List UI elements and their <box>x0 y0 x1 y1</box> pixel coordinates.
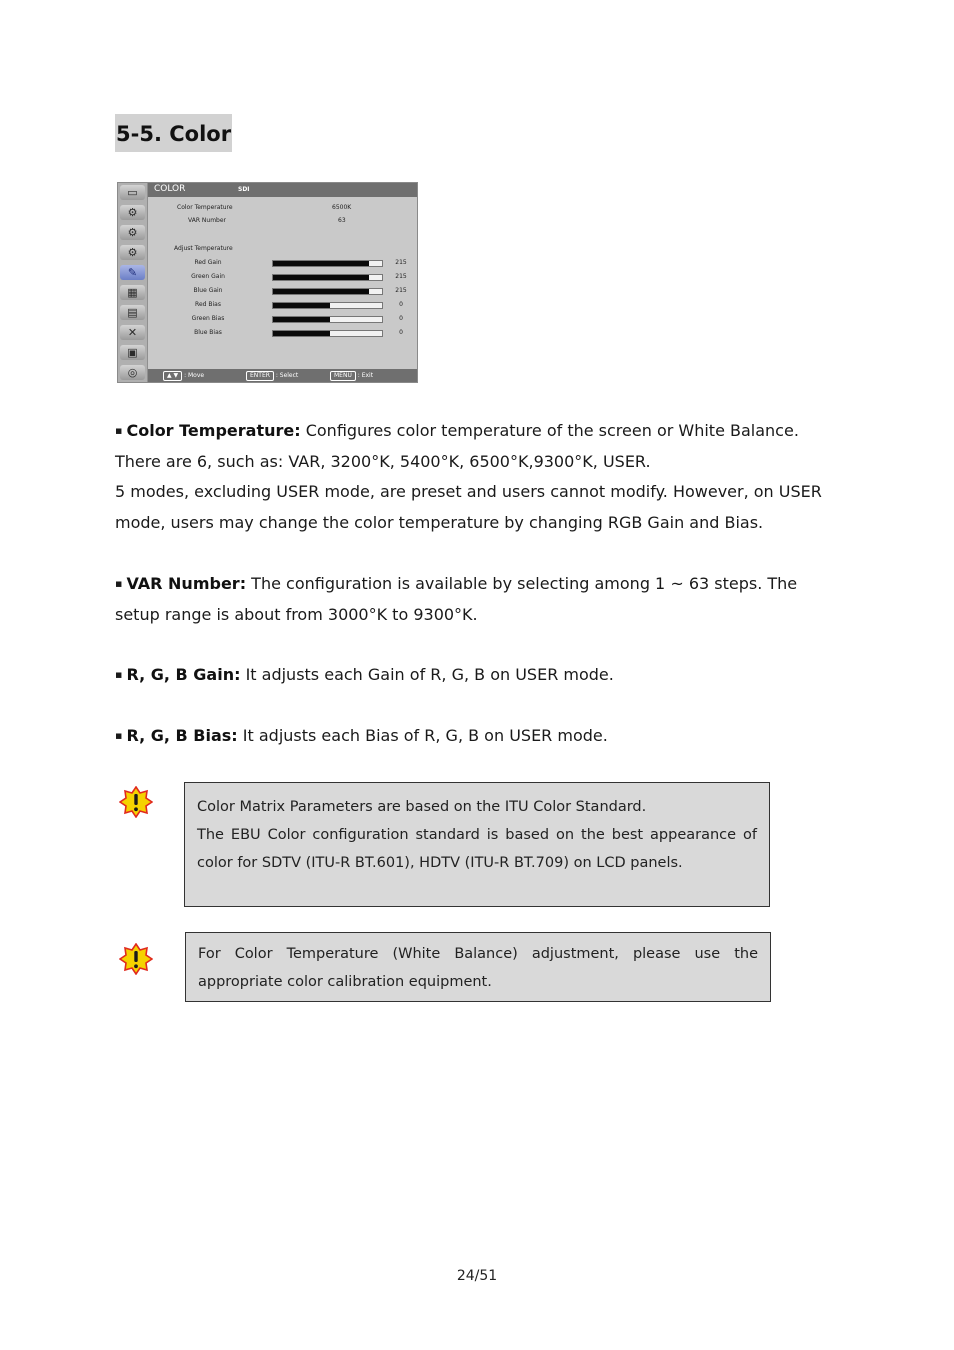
term-color-temperature: Color Temperature: <box>126 421 301 440</box>
osd-level-bar <box>272 316 383 323</box>
osd-title: COLOR <box>154 184 186 194</box>
description-text: setup range is about from 3000°K to 9300°K. <box>115 604 478 624</box>
term-rgb-bias: R, G, B Bias: <box>126 726 238 745</box>
menu-key: MENU <box>330 371 356 381</box>
enter-key: ENTER <box>246 371 274 381</box>
description-text: mode, users may change the color temperature by changing RGB Gain and Bias. <box>115 513 764 533</box>
bullet: ▪ <box>115 668 123 681</box>
warning-icon <box>119 943 153 975</box>
osd-level-bar <box>272 302 383 309</box>
camera-icon: ◎ <box>120 365 145 380</box>
osd-item-label: VAR Number <box>188 217 227 224</box>
color-palette-icon: ✎ <box>120 265 145 280</box>
osd-level-bar-fill <box>273 303 330 308</box>
gear-icon: ⚙ <box>120 205 145 220</box>
osd-bar-label: Blue Gain <box>193 287 223 294</box>
term-rgb-gain: R, G, B Gain: <box>126 665 241 684</box>
tools-icon: ✕ <box>120 325 145 340</box>
description-text: The configuration is available by selecting among 1 ~ 63 steps. The <box>246 574 798 593</box>
move-label: : Move <box>184 372 205 379</box>
osd-adjust-heading: Adjust Temperature <box>174 245 233 252</box>
osd-bar-value: 215 <box>395 259 407 266</box>
bullet: ▪ <box>115 577 123 590</box>
osd-bar-label: Green Bias <box>191 315 225 322</box>
note-box-color-temperature <box>185 932 771 1002</box>
osd-item-value: 63 <box>338 217 346 224</box>
osd-level-bar-fill <box>273 261 369 266</box>
bullet: ▪ <box>115 729 123 742</box>
grid-icon: ▤ <box>120 305 145 320</box>
osd-source: SDI <box>238 186 250 193</box>
var-number-description <box>115 569 835 630</box>
osd-bar-value: 0 <box>399 315 403 322</box>
osd-bar-value: 215 <box>395 287 407 294</box>
gear-icon: ⚙ <box>120 245 145 260</box>
osd-sidebar <box>118 183 148 382</box>
description-text: There are 6, such as: VAR, 3200°K, 5400°K, 6500°K,9300°K, USER. <box>115 451 651 471</box>
note-text: For Color Temperature (White Balance) adjustment, please use the appropriate color calibration equipment. <box>198 946 758 990</box>
rgb-bias-description <box>115 721 835 752</box>
osd-bar-label: Red Gain <box>194 259 222 266</box>
description-text: It adjusts each Bias of R, G, B on USER mode. <box>237 726 608 745</box>
color-temperature-description <box>115 416 835 539</box>
osd-bar-label: Red Bias <box>195 301 221 308</box>
warning-icon <box>119 786 153 818</box>
section-title: 5-5. Color <box>115 114 232 152</box>
osd-level-bar <box>272 274 383 281</box>
osd-item-value: 6500K <box>332 204 352 211</box>
osd-level-bar <box>272 330 383 337</box>
osd-bar-value: 0 <box>399 301 403 308</box>
osd-bar-label: Blue Bias <box>194 329 222 336</box>
keyboard-icon: ▦ <box>120 285 145 300</box>
display-icon: ▣ <box>120 345 145 360</box>
osd-level-bar-fill <box>273 331 330 336</box>
osd-level-bar-fill <box>273 275 369 280</box>
rgb-gain-description <box>115 660 835 691</box>
osd-bar-value: 215 <box>395 273 407 280</box>
osd-level-bar-fill <box>273 317 330 322</box>
osd-bar-label: Green Gain <box>191 273 225 280</box>
page-number: 24/51 <box>456 1268 498 1284</box>
osd-color-menu-screenshot <box>117 182 418 383</box>
description-text: Configures color temperature of the screen or White Balance. <box>300 421 799 440</box>
menu-label: : Exit <box>357 372 374 379</box>
move-key: ▲ ▼ <box>163 371 182 381</box>
description-text: 5 modes, excluding USER mode, are preset and users cannot modify. However, on USER <box>115 482 822 502</box>
note-text: The EBU Color configuration standard is based on the best appearance of color for SDTV (ITU-R BT.601), HDTV (ITU-R BT.709) on LCD panels. <box>197 827 757 871</box>
note-box-color-matrix <box>184 782 770 907</box>
note-text: Color Matrix Parameters are based on the ITU Color Standard. <box>197 799 647 815</box>
osd-level-bar <box>272 288 383 295</box>
osd-footer <box>148 369 418 382</box>
monitor-icon: ▭ <box>120 185 145 200</box>
osd-level-bar-fill <box>273 289 369 294</box>
osd-header <box>148 183 418 197</box>
osd-item-label: Color Temperature <box>177 204 233 211</box>
gear-icon: ⚙ <box>120 225 145 240</box>
term-var-number: VAR Number: <box>126 574 247 593</box>
description-text: It adjusts each Gain of R, G, B on USER mode. <box>240 665 614 684</box>
bullet: ▪ <box>115 424 123 437</box>
enter-label: : Select <box>275 372 299 379</box>
osd-bar-value: 0 <box>399 329 403 336</box>
osd-level-bar <box>272 260 383 267</box>
